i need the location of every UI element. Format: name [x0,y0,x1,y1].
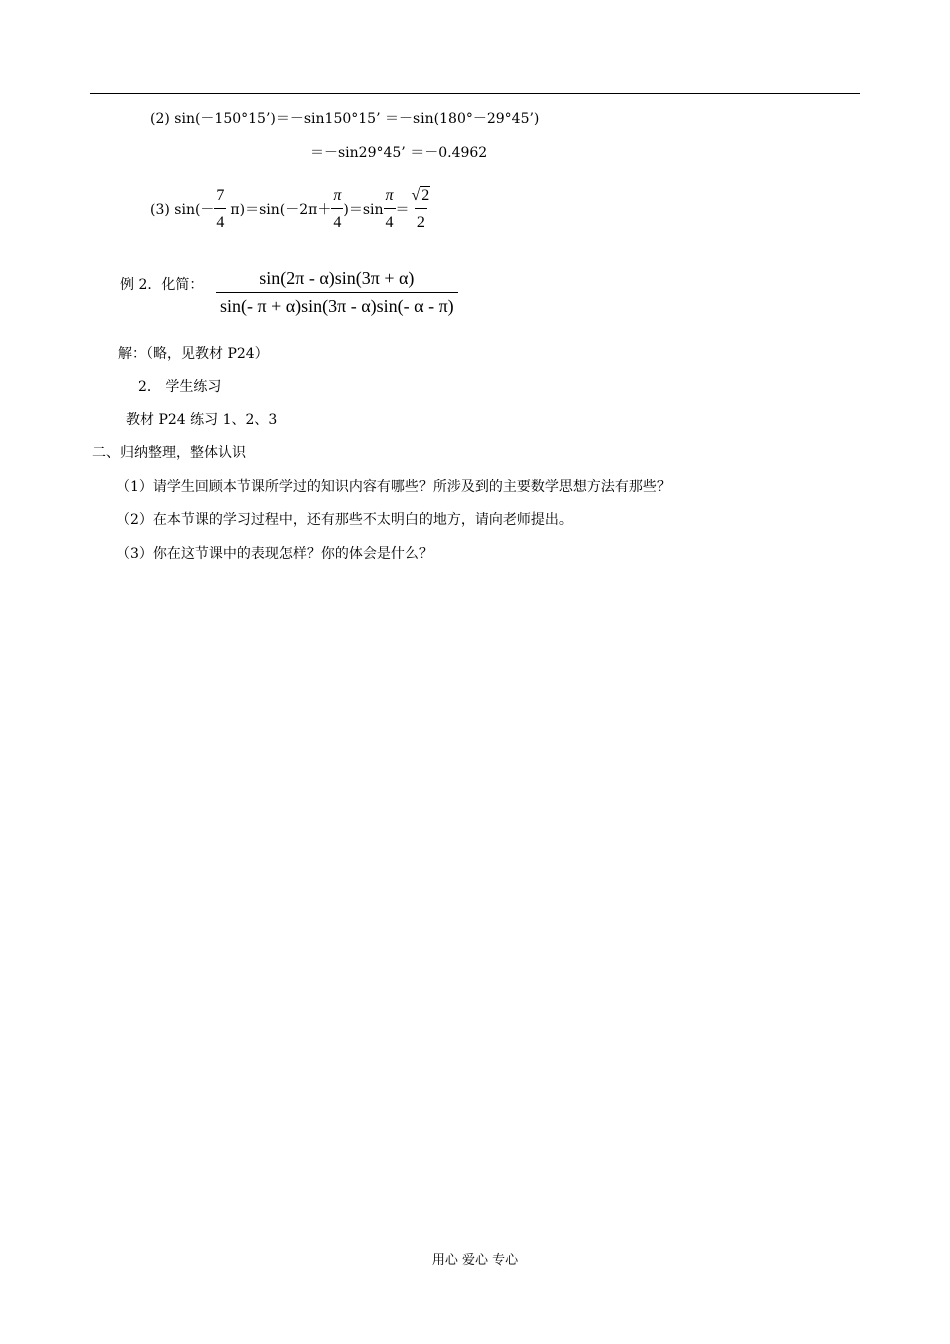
item-3-middle-2: )＝sin [343,202,384,218]
equals-sign: ＝ [395,202,410,218]
radicand: 2 [421,187,430,204]
question-1: （1）请学生回顾本节课所学过的知识内容有哪些？所涉及到的主要数学思想方法有那些？ [116,479,671,495]
expression-denominator: sin(- π + α)sin(3π - α)sin(- α - π) [216,292,458,317]
fraction-seven-fourths [214,187,226,232]
page-footer: 用心 爱心 专心 [431,1253,519,1268]
worked-item-2-line-2: ＝－sin29°45’ ＝－0.4962 [310,145,488,161]
expression-numerator: sin(2π - α)sin(3π + α) [259,268,415,288]
fraction-numerator: 7 [216,186,225,204]
solution-text: 解：（略，见教材 P24） [118,346,269,362]
header-rule [90,93,860,94]
radical-sign: √ [411,187,421,204]
question-2: （2）在本节课的学习过程中，还有那些不太明白的地方，请向老师提出。 [116,512,573,528]
fraction-numerator [410,186,433,208]
item-3-label: (3) sin(－ [150,202,215,218]
fraction-denominator: 4 [214,208,226,232]
worked-item-3 [150,186,432,232]
fraction-pi-over-four-1 [331,187,343,232]
item-3-middle-1: π)＝sin(－2π＋ [230,202,332,218]
question-3: （3）你在这节课中的表现怎样？你的体会是什么？ [116,546,433,562]
fraction-numerator: π [385,186,394,204]
section-2-heading: 二、归纳整理，整体认识 [92,445,246,461]
practice-heading: 2． 学生练习 [138,379,222,395]
fraction-denominator: 4 [331,208,343,232]
worked-item-2-line-1: (2) sin(－150°15’)＝－sin150°15’ ＝－sin(180°－29°45’) [150,111,540,127]
fraction-denominator: 4 [384,208,396,232]
fraction-pi-over-four-2 [384,187,396,232]
practice-text: 教材 P24 练习 1、2、3 [126,412,278,428]
fraction-root-two-over-two [410,186,433,232]
example-2-label: 例 2．化简： [120,277,204,293]
example-2-expression [216,268,458,317]
fraction-denominator: 2 [415,208,427,232]
fraction-numerator: π [333,186,342,204]
